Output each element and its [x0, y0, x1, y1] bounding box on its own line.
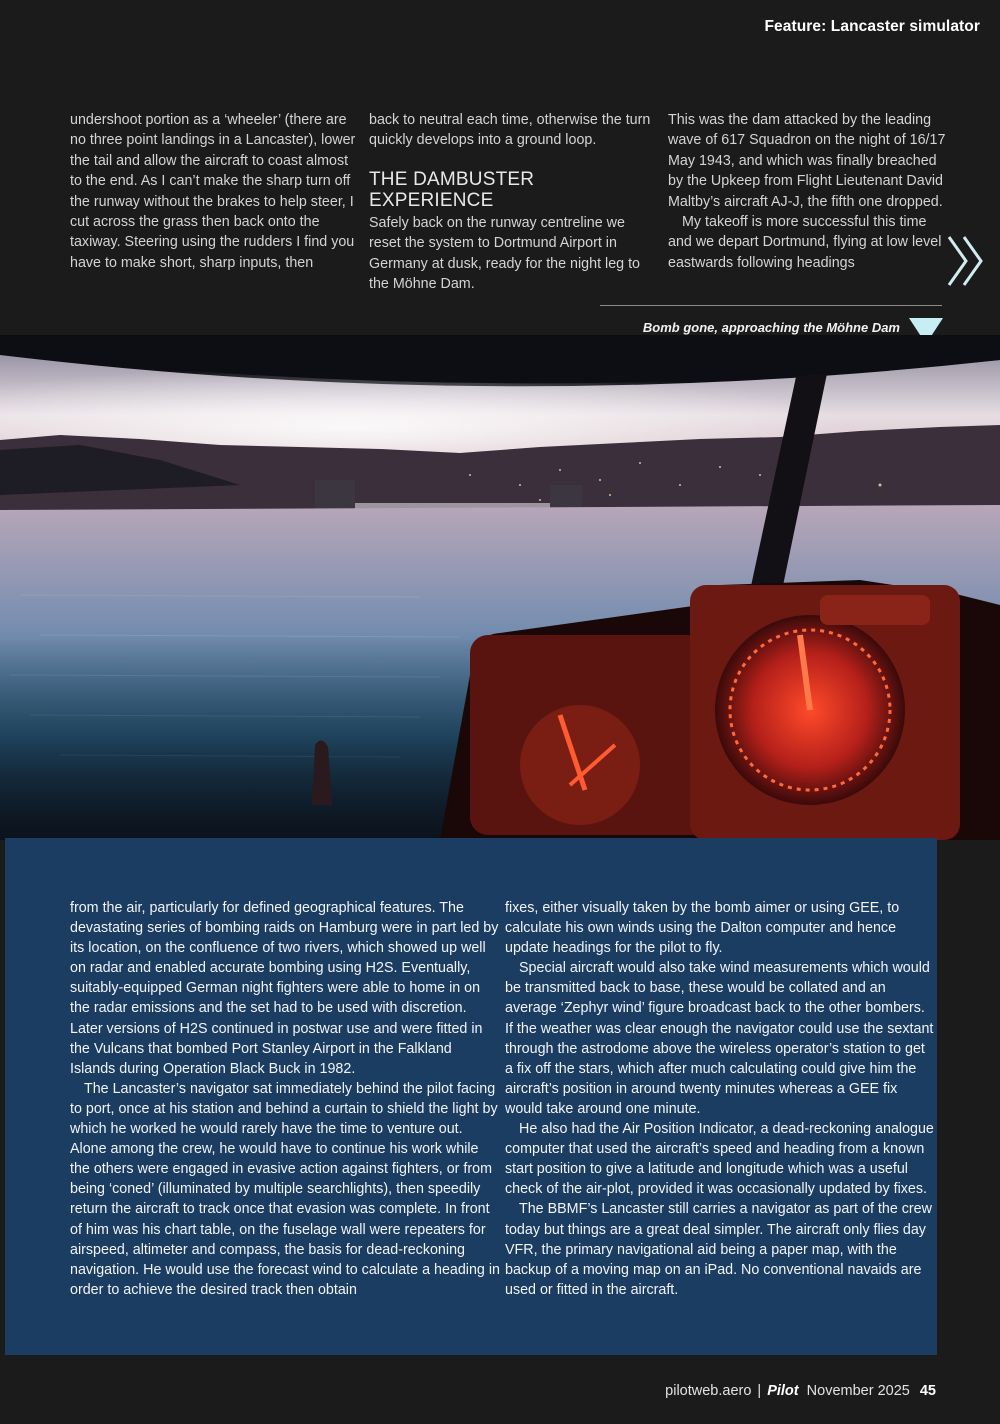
- panel-column-2: [505, 898, 935, 1300]
- photo-caption: Bomb gone, approaching the Möhne Dam: [642, 320, 900, 335]
- body-paragraph: My takeoff is more successful this time and we depart Dortmund, flying at low level eastwards following headings: [668, 214, 942, 271]
- caption-divider: [600, 305, 942, 306]
- body-paragraph: fixes, either visually taken by the bomb aimer or using GEE, to calculate his own winds using the Dalton computer and hence update headings for the pilot to fly.: [505, 900, 900, 957]
- text-column-3: [668, 110, 953, 273]
- body-paragraph: This was the dam attacked by the leading wave of 617 Squadron on the night of 16/17 May 1943, and which was finally breached by the Upkeep from Flight Lieutenant David Maltby’s aircraft AJ-J, the fifth one dropped.: [668, 112, 946, 210]
- text-column-1: [70, 110, 360, 273]
- magazine-name: Pilot: [767, 1383, 799, 1399]
- page-footer: [665, 1383, 936, 1399]
- website-link[interactable]: pilotweb.aero: [665, 1383, 752, 1399]
- body-paragraph: Safely back on the runway centreline we reset the system to Dortmund Airport in Germany at dusk, ready for the night leg to the Möhne Dam.: [369, 214, 640, 293]
- body-paragraph: Special aircraft would also take wind measurements which would be transmitted back to base, these would be collated and an average ‘Zephyr wind’ figure broadcast back to the other bombers. If the weather was clear enough the navigator could use the sextant through the astrodome above the wireless operator’s station to get a fix off the stars, which after much calculating could give him the aircraft’s position in around twenty minutes whereas a GEE fix would take around one minute.: [505, 960, 934, 1117]
- text-column-2: [369, 110, 654, 294]
- cockpit-photo: [0, 335, 1000, 840]
- page-number: 45: [919, 1383, 936, 1399]
- section-header: Feature: Lancaster simulator: [764, 18, 980, 35]
- body-paragraph: He also had the Air Position Indicator, a dead-reckoning analogue computer that used the aircraft’s speed and heading from a known start position to give a latitude and longitude which was a useful check of the air-plot, provided it was occasionally updated by fixes.: [505, 1121, 934, 1198]
- double-chevron-right-icon: [946, 234, 986, 288]
- body-paragraph: back to neutral each time, otherwise the turn quickly develops into a ground loop.: [369, 112, 651, 149]
- body-paragraph: The BBMF’s Lancaster still carries a navigator as part of the crew today but things are a great deal simpler. The aircraft only flies day VFR, the primary navigational aid being a paper map, with the backup of a moving map on an iPad. No conventional navaids are used or fitted in the aircraft.: [505, 1201, 932, 1298]
- body-paragraph: from the air, particularly for defined geographical features. The devastating series of bombing raids on Hamburg were in part led by its location, on the confluence of two rivers, which showed up well on radar and enabled accurate bombing using H2S. Eventually, suitably-equipped German night fighters were able to home in on the radar emissions and the set had to be used with discretion. Later versions of H2S continued in postwar use and were fitted in the Vulcans that bombed Port Stanley Airport in the Falkland Islands during Operation Black Buck in 1982.: [70, 900, 499, 1077]
- panel-column-1: [70, 898, 500, 1300]
- issue-date: November 2025: [806, 1383, 910, 1399]
- simulator-scene-image: [0, 335, 1000, 840]
- footer-separator: |: [757, 1383, 762, 1399]
- body-paragraph: The Lancaster’s navigator sat immediately behind the pilot facing to port, once at his station and behind a curtain to shield the light by which he worked he would rarely have the time to venture out. Alone among the crew, he would have to continue his work while the others were engaged in evasive action against fighters, or from being ‘coned’ (illuminated by multiple searchlights), then speedily return the aircraft to track once that evasion was complete. In front of him was his chart table, on the fuselage wall were repeaters for airspeed, altimeter and compass, the basis for dead-reckoning navigation. He would use the forecast wind to calculate a heading in order to achieve the desired track then obtain: [70, 1080, 500, 1298]
- subheading: THE DAMBUSTER EXPERIENCE: [369, 168, 535, 211]
- body-paragraph: undershoot portion as a ‘wheeler’ (there are no three point landings in a Lancaster), lower the tail and allow the aircraft to coast almost to the end. As I can’t make the sharp turn off the runway without the brakes to help steer, I cut across the grass then back onto the taxiway. Steering using the rudders I find you have to make short, sharp inputs, then: [70, 112, 356, 271]
